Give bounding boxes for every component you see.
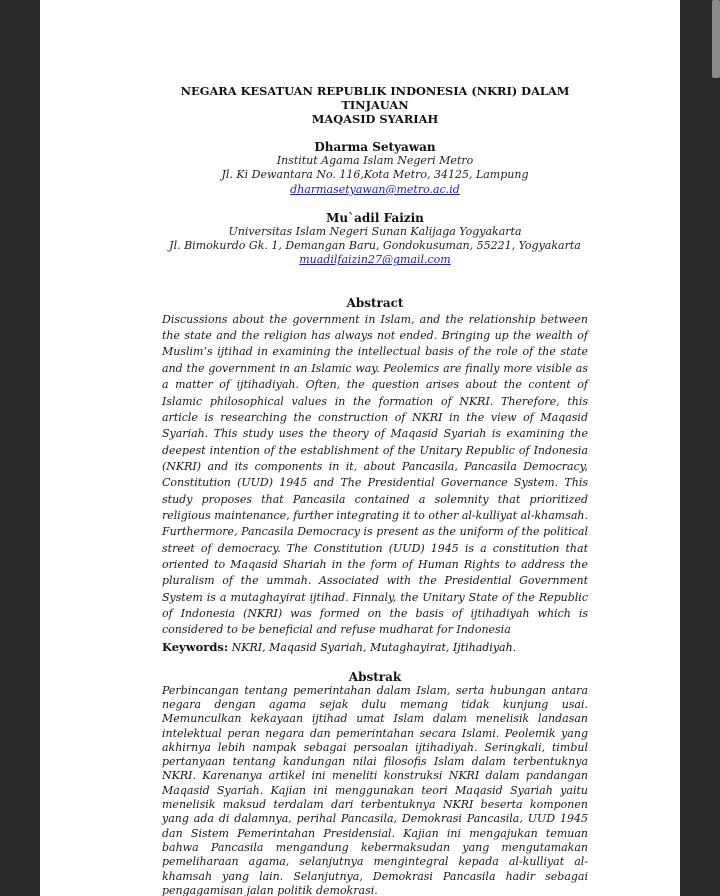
author-institution: Institut Agama Islam Negeri Metro — [276, 154, 474, 167]
abstrak-heading: Abstrak — [348, 669, 402, 684]
abstrak-section — [162, 670, 588, 896]
author-block-2 — [162, 211, 588, 268]
keywords-line — [162, 639, 588, 656]
scrollbar-track[interactable] — [706, 0, 720, 896]
keywords-label: Keywords: — [162, 639, 229, 654]
author-block-1 — [162, 140, 588, 197]
author-name: Mu`adil Faizin — [326, 210, 424, 225]
author-name: Dharma Setyawan — [314, 140, 436, 154]
author-institution: Universitas Islam Negeri Sunan Kalijaga Yogyakarta — [228, 224, 522, 238]
author-email-link[interactable]: muadilfaizin27@gmail.com — [299, 253, 451, 267]
scrollbar-thumb[interactable] — [712, 0, 720, 78]
author-address: Jl. Ki Dewantara No. 116,Kota Metro, 34125, Lampung — [221, 168, 529, 182]
page-content — [162, 84, 588, 896]
abstract-text: Discussions about the government in Islam, and the relationship between the state and the religion has always not ended. Bringing up the wealth of Muslim’s ijtihad in examining the intellectual basis of the role of the state and the government in an Islamic way. Peolemics are finally more visible as a matter of ijtihadiyah. Often, the question arises about the content of Islamic philosophical values in the formation of NKRI. Therefore, this article is researching the construction of NKRI in the view of Maqasid Syariah. This study uses the theory of Maqasid Syariah is examining the deepest intention of the establishment of the Unitary Republic of Indonesia (NKRI) and its components in it, about Pancasila, Pancasila Democracy, Constitution (UUD) 1945 and The Presidential Governance System. This study proposes that Pancasila contained a solemnity that prioritized religious maintenance, further integrating it to other al-kulliyat al-khamsah. Furthermore, Pancasila Democracy is present as the uniform of the political street of democracy. The Constitution (UUD) 1945 is a constitution that oriented to Maqasid Shariah in the form of Human Rights to address the pluralism of the ummah. Associated with the Presidential Government System is a mutaghayirat ijtihad. Finnaly, the Unitary State of the Republic of Indonesia (NKRI) was formed on the basis of ijtihadiyah which is considered to be beneficial and refuse mudharat for Indonesia — [162, 312, 588, 637]
author-email-link[interactable]: dharmasetyawan@metro.ac.id — [290, 182, 460, 196]
document-page — [40, 0, 680, 896]
author-address: Jl. Bimokurdo Gk. 1, Demangan Baru, Gondokusuman, 55221, Yogyakarta — [169, 239, 581, 253]
abstract-section — [162, 296, 588, 656]
title-line-2: MAQASID SYARIAH — [311, 112, 439, 126]
abstrak-text: Perbincangan tentang pemerintahan dalam Islam, serta hubungan antara negara dengan agama sejak dulu memang tidak kunjung usai. Memunculkan kekayaan ijtihad umat Islam dalam menelisik landasan intelektual peran negara dan pemerintahan secara Islami. Peolemik yang akhirnya lebih nampak sebagai persoalan ijtihadiyah. Seringkali, timbul pertanyaan tentang kandungan nilai filosofis Islam dalam terbentuknya NKRI. Karenanya artikel ini meneliti konstruksi NKRI dalam pandangan Maqasid Syariah. Kajian ini menggunakan teori Maqasid Syariah yaitu menelisik maksud terdalam dari terbentuknya NKRI beserta komponen yang ada di dalamnya, perihal Pancasila, Demokrasi Pancasila, UUD 1945 dan Sistem Pemerintahan Presidensial. Kajian ini mengajukan temuan bahwa Pancasila mengandung kebermaksudan yang mengutamakan pemeliharaan agama, selanjutnya mengintegral kepada al-kulliyat al-khamsah yang lain. Selanjutnya, Demokrasi Pancasila hadir sebagai pengagamisan jalan politik demokrasi. — [162, 683, 588, 896]
paper-title — [162, 84, 588, 126]
title-line-1: NEGARA KESATUAN REPUBLIK INDONESIA (NKRI) DALAM TINJAUAN — [180, 84, 570, 112]
keywords-list: NKRI, Maqasid Syariah, Mutaghayirat, Ijtihadiyah. — [231, 640, 517, 654]
abstract-heading: Abstract — [346, 295, 404, 310]
